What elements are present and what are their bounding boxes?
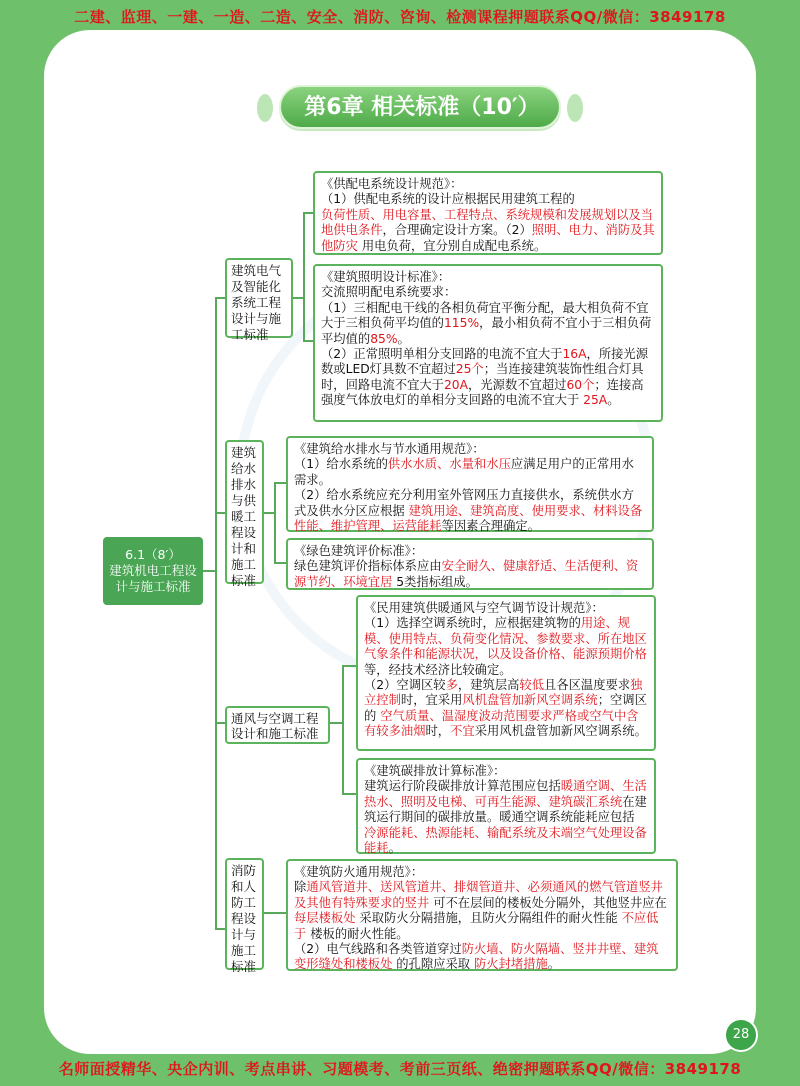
connector-cat3-out: [330, 722, 342, 724]
body-text: 除: [294, 880, 307, 895]
body-text: 《绿色建筑评价标准》：: [294, 544, 424, 558]
chapter-title-badge: [255, 85, 585, 131]
connector-box-2: [303, 340, 313, 342]
connector-spine: [215, 297, 217, 929]
body-text: （1）三相配电干线的各相负荷宜平衡分配，最大相负荷不宜大于三相负荷平均值的: [321, 300, 649, 331]
body-text: 。: [397, 331, 410, 346]
connector-box-3: [274, 482, 286, 484]
highlight-text: 照明、电力、消防及其他防灾: [321, 223, 655, 253]
body-text: 《建筑碳排放计算标准》：: [364, 764, 506, 778]
connector-cat1-out: [293, 297, 303, 299]
body-text: （1）选择空调系统时，应根据建筑物的: [364, 616, 581, 631]
body-text: 5类指标组成。: [392, 574, 478, 589]
connector-box-1: [303, 212, 313, 214]
highlight-text: 暖通空调、生活热水、照明及电梯、可再生能源、建筑碳汇系统: [364, 779, 647, 809]
note-fire-protection: [286, 859, 678, 971]
highlight-text: 115%: [443, 316, 480, 331]
body-text: 《建筑照明设计标准》：: [321, 270, 451, 284]
body-text: 绿色建筑评价指标体系应由: [294, 559, 442, 574]
note-hvac-design: [356, 595, 656, 751]
body-text: （2）给水系统应充分利用室外管网压力直接供水，系统供水方式及供水分区应根据: [294, 488, 634, 518]
note-power-supply-code: [313, 171, 663, 255]
body-text: 应满足用户的正常用水需求。: [294, 457, 634, 487]
title-right-decoration: [567, 94, 583, 122]
connector-box-5: [342, 665, 356, 667]
bottom-promo-banner: 名师面授精华、央企内训、考点串讲、习题模考、考前三页纸、绝密押题联系QQ/微信：3849178: [58, 1060, 742, 1078]
body-text: （2）空调区较: [364, 678, 446, 693]
highlight-text: 多: [445, 678, 458, 693]
body-text: 的孔隙应采取: [392, 957, 474, 972]
body-text: 建筑运行阶段碳排放计算范围应包括: [364, 779, 561, 794]
body-text: 用电负荷，宜分别自成配电系统。: [357, 238, 547, 253]
connector-box-4: [274, 562, 286, 564]
body-text: 《民用建筑供暖通风与空气调节设计规范》：: [364, 601, 604, 615]
body-text: 。: [547, 957, 561, 972]
highlight-text: 通风管道井、送风管道井、排烟管道井、必须通风的燃气管道竖井及其他有特殊要求的竖井: [294, 880, 663, 910]
connector-cat-4: [215, 928, 225, 930]
body-text: 可不在层间的楼板处分隔外，其他竖井应在: [429, 895, 667, 910]
category-fire-civil-defense: 消防和人防工程设计与施工标准: [225, 858, 264, 970]
connector-box-7: [264, 912, 286, 914]
connector-cat-3: [215, 722, 225, 724]
body-text: 楼板的耐火性能。: [306, 926, 409, 941]
highlight-text: 用途、规模、使用特点、负荷变化情况、参数要求、所在地区气象条件和能源状况，以及设备价格、能源预期价格: [364, 616, 647, 662]
note-carbon-emission: [356, 758, 656, 854]
connector-cat-2: [215, 512, 225, 514]
body-text: 《建筑防火通用规范》：: [294, 865, 424, 879]
highlight-text: 建筑用途、建筑高度、使用要求、材料设备性能、维护管理、运营能耗: [294, 503, 643, 534]
body-text: 在建筑运行期间的碳排放量。暖通空调系统能耗应包括: [364, 794, 647, 825]
highlight-text: 每层楼板处: [294, 911, 356, 926]
body-text: 《供配电系统设计规范》：: [321, 177, 463, 191]
highlight-text: 16A: [562, 347, 587, 362]
body-text: ，光源数不宜超过: [468, 377, 567, 392]
body-text: ，建筑层高: [457, 678, 520, 693]
connector-cat-1: [215, 297, 225, 299]
body-text: ，所接光源数或LED灯具数不宜超过: [321, 347, 649, 377]
body-text: 《建筑给水排水与节水通用规范》：: [294, 442, 485, 456]
connector-cat1-branch: [303, 212, 305, 342]
category-water-heating: 建筑给水排水与供暖工程设计和施工标准: [225, 440, 264, 584]
body-text: 等，经技术经济比较确定。: [364, 662, 512, 677]
body-text: 。: [388, 841, 401, 856]
body-text: 采取防火分隔措施，且防火分隔组件的耐火性能: [355, 911, 622, 926]
body-text: ；当连接建筑装饰性组合灯具时，回路电流不宜大于: [321, 362, 644, 392]
title-left-decoration: [257, 94, 273, 122]
body-text: 时，: [425, 724, 451, 739]
highlight-text: 防火墙、防火隔墙、竖井井壁、建筑变形缝处和楼板处: [294, 942, 659, 972]
highlight-text: 独立控制: [364, 678, 643, 708]
highlight-text: 负荷性质、用电容量、工程特点、系统规模和发展规划以及当地供电条件: [321, 207, 654, 238]
highlight-text: 空气质量、温湿度波动范围要求严格或空气中含有较多油烟: [364, 708, 639, 739]
highlight-text: 供水水质、水量和水压: [387, 457, 511, 472]
connector-cat3-branch: [342, 665, 344, 795]
connector-cat2-out: [264, 512, 274, 514]
body-text: 交流照明配电系统要求：: [321, 285, 457, 300]
connector-box-6: [342, 793, 356, 795]
highlight-text: 不宜: [450, 724, 475, 739]
body-text: ；空调区的: [364, 693, 647, 723]
body-text: ；连接高强度气体放电灯的单相分支回路的电流不宜大于: [321, 377, 644, 408]
highlight-text: 25A: [583, 393, 608, 408]
highlight-text: 60个: [566, 377, 595, 392]
note-water-supply-code: [286, 436, 654, 532]
highlight-text: 20A: [443, 377, 469, 392]
body-text: 。: [607, 393, 620, 408]
highlight-text: 安全耐久、健康舒适、生活便利、资源节约、环境宜居: [294, 559, 639, 589]
note-lighting-design: [313, 264, 663, 422]
connector-cat2-branch: [274, 482, 276, 564]
body-text: （2）正常照明单相分支回路的电流不宜大于: [321, 347, 563, 362]
body-text: 采用风机盘管加新风空调系统。: [474, 724, 647, 739]
category-electrical: 建筑电气及智能化系统工程设计与施工标准: [225, 258, 293, 338]
highlight-text: 较低: [519, 678, 545, 693]
body-text: ，合理确定设计方案。（2）: [382, 223, 532, 238]
chapter-title: 第6章 相关标准（10′）: [304, 95, 540, 120]
note-green-building: [286, 538, 654, 590]
highlight-text: 冷源能耗、热源能耗、输配系统及末端空气处理设备能耗: [364, 825, 647, 856]
highlight-text: 25个: [455, 362, 484, 377]
body-text: （2）电气线路和各类管道穿过: [294, 942, 462, 957]
body-text: 且各区温度要求: [544, 678, 631, 693]
root-node: 6.1（8′） 建筑机电工程设计与施工标准: [103, 537, 203, 605]
highlight-text: 85%: [370, 331, 398, 346]
page-number: 28: [724, 1018, 758, 1052]
title-pill: [279, 85, 561, 129]
highlight-text: 风机盘管加新风空调系统: [462, 693, 598, 708]
connector-root: [203, 570, 215, 572]
body-text: （1）给水系统的: [294, 457, 388, 472]
body-text: （1）供配电系统的设计应根据民用建筑工程的: [321, 192, 575, 207]
highlight-text: 不应低于: [294, 911, 659, 941]
category-ventilation-ac: 通风与空调工程设计和施工标准: [225, 706, 330, 744]
body-text: 等因素合理确定。: [441, 519, 540, 534]
body-text: 时，宜采用: [400, 693, 463, 708]
highlight-text: 防火封堵措施: [474, 957, 548, 972]
body-text: ，最小相负荷不宜小于三相负荷平均值的: [321, 316, 652, 346]
top-promo-banner: 二建、监理、一建、一造、二造、安全、消防、咨询、检测课程押题联系QQ/微信：3849178: [74, 8, 726, 26]
